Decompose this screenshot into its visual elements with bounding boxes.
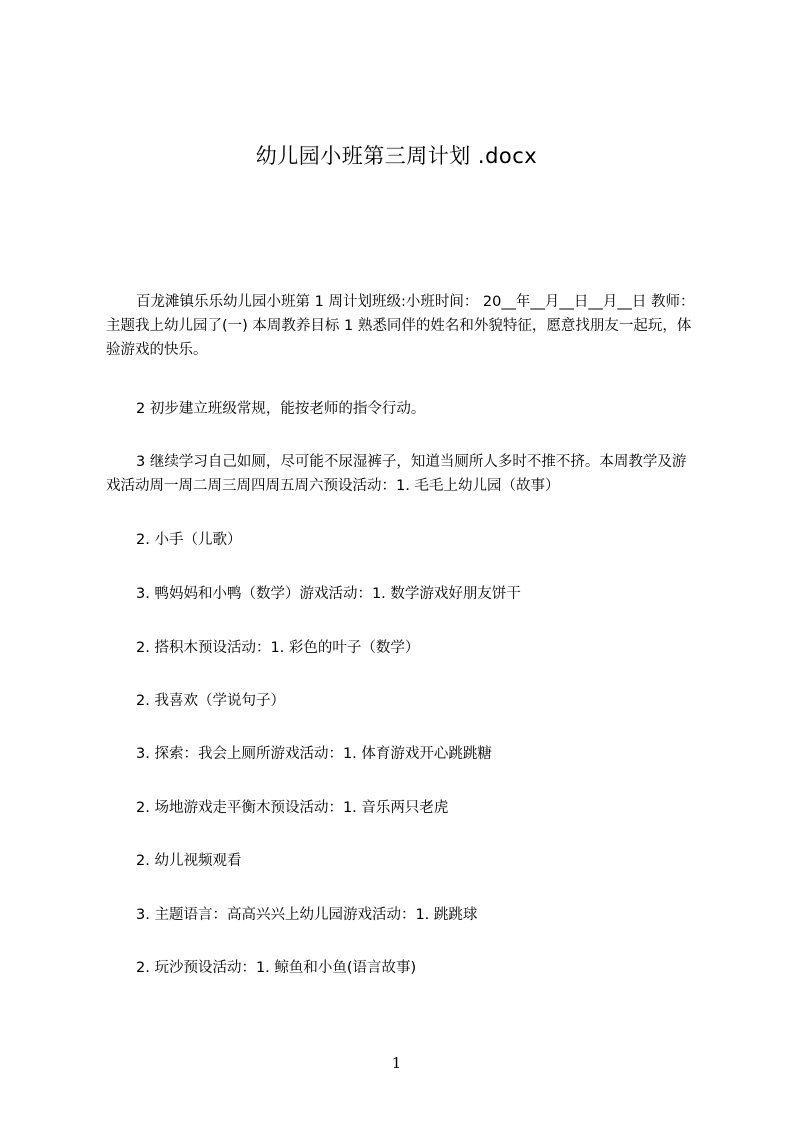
paragraph-item: 2. 场地游戏走平衡木预设活动：1. 音乐两只老虎 bbox=[136, 800, 449, 816]
paragraph-intro: 百龙滩镇乐乐幼儿园小班第 1 周计划班级:小班时间： 20__年__月__日__月__日 教师：主题我上幼儿园了(一) 本周教养目标 1 熟悉同伴的姓名和外貌特征，愿意找朋友一起玩，体验游戏的快乐。 bbox=[106, 294, 695, 358]
paragraph-goal-2: 2 初步建立班级常规，能按老师的指令行动。 bbox=[136, 401, 426, 417]
paragraph-item: 3. 鸭妈妈和小鸭（数学）游戏活动：1. 数学游戏好朋友饼干 bbox=[136, 586, 521, 602]
document-title: 幼儿园小班第三周计划 .docx bbox=[255, 144, 538, 168]
page-number: 1 bbox=[391, 1054, 402, 1072]
paragraph-item: 2. 我喜欢（学说句子） bbox=[136, 693, 285, 709]
paragraph-goal-3: 3 继续学习自己如厕，尽可能不尿湿裤子，知道当厕所人多时不推不挤。本周教学及游戏活动周一周二周三周四周五周六预设活动：1. 毛毛上幼儿园（故事） bbox=[106, 454, 687, 494]
paragraph-item: 2. 玩沙预设活动：1. 鲸鱼和小鱼(语言故事) bbox=[136, 960, 417, 976]
paragraph-item: 3. 探索：我会上厕所游戏活动：1. 体育游戏开心跳跳糖 bbox=[136, 746, 492, 762]
paragraph-item: 3. 主题语言：高高兴兴上幼儿园游戏活动：1. 跳跳球 bbox=[136, 907, 478, 923]
paragraph-item: 2. 搭积木预设活动：1. 彩色的叶子（数学） bbox=[136, 640, 420, 656]
paragraph-item: 2. 幼儿视频观看 bbox=[136, 853, 242, 869]
paragraph-item: 2. 小手（儿歌） bbox=[136, 532, 242, 548]
